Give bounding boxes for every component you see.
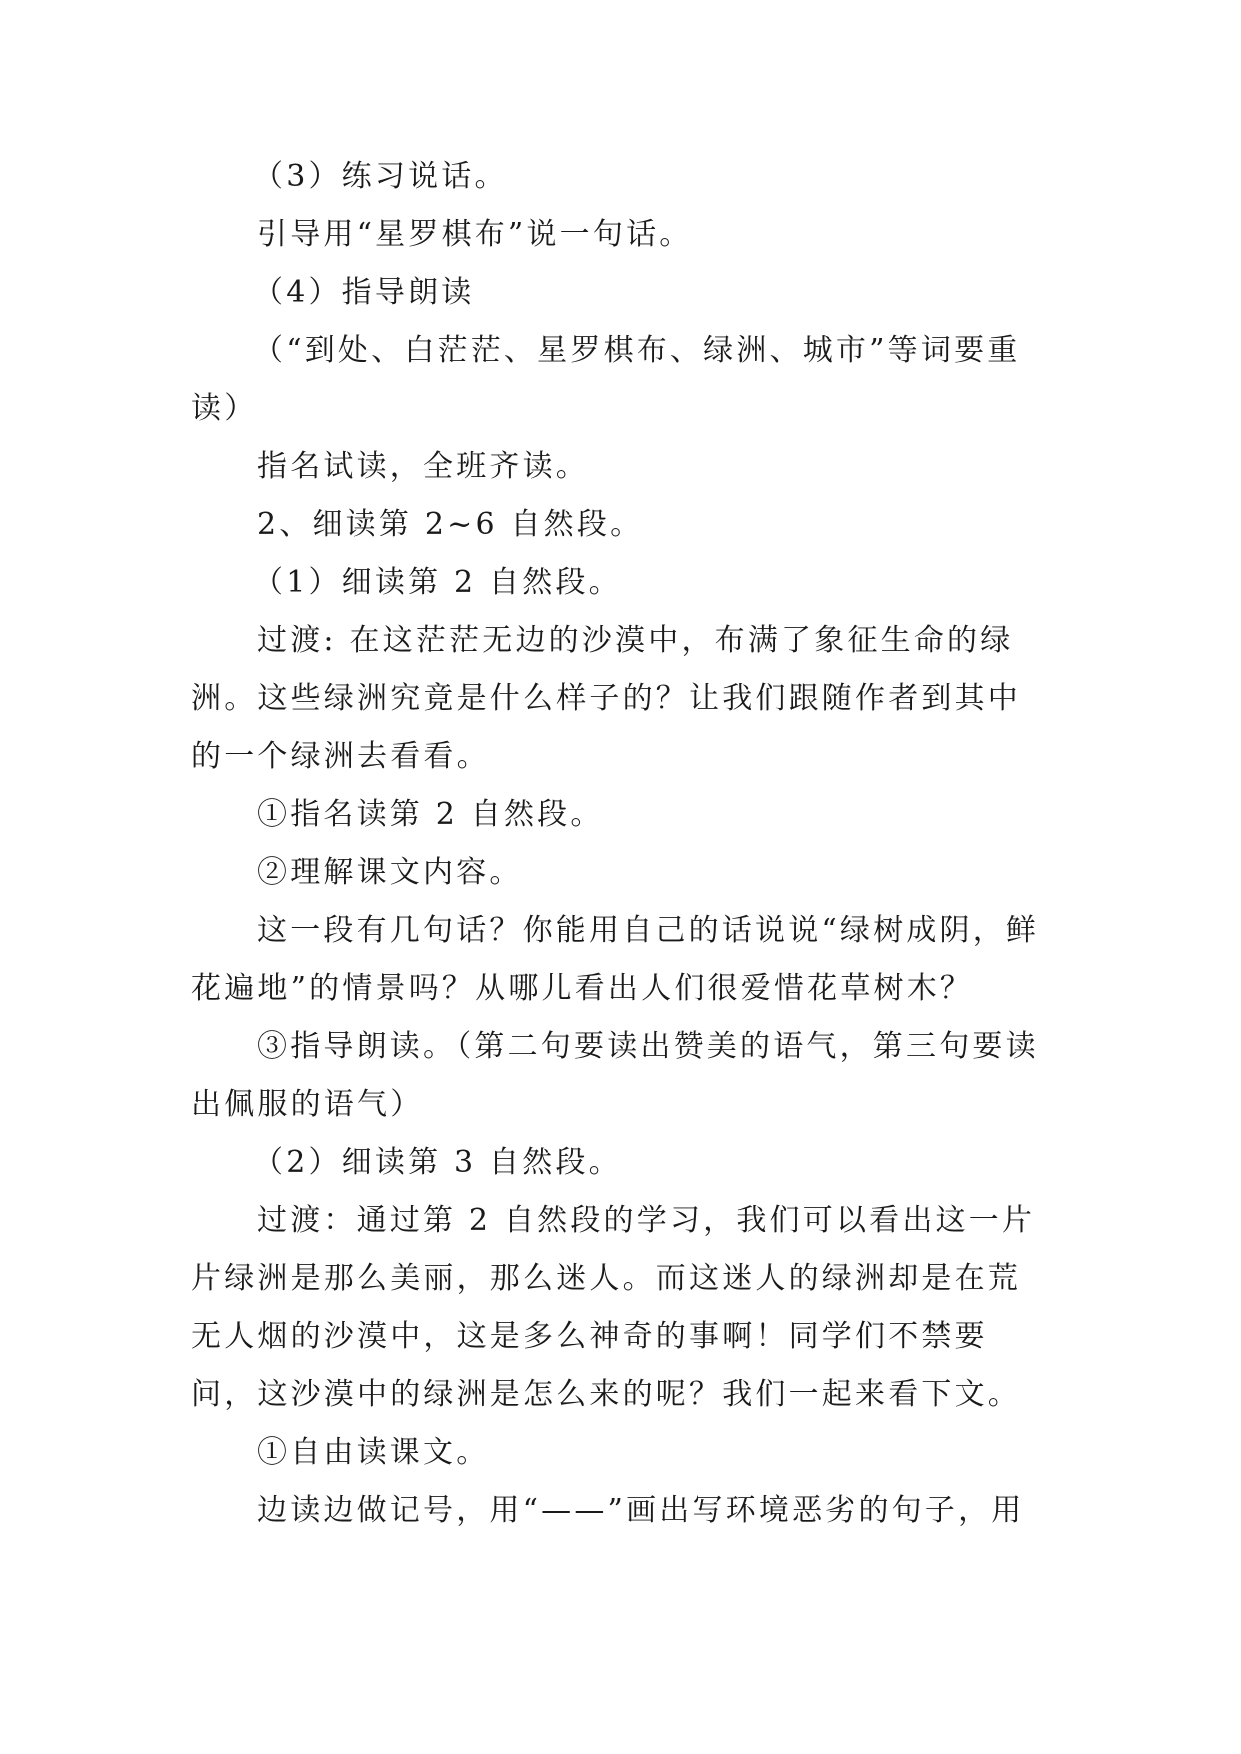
paragraph: 指名试读，全班齐读。	[257, 449, 589, 484]
paragraph: ①指名读第 2 自然段。	[257, 797, 604, 832]
paragraph: 引导用“星罗棋布”说一句话。	[257, 217, 693, 252]
paragraph: 边读边做记号，用“——”画出写环境恶劣的句子，用	[257, 1493, 1025, 1528]
paragraph: （“到处、白茫茫、星罗棋布、绿洲、城市”等词要重读）	[191, 333, 1021, 426]
paragraph: ①自由读课文。	[257, 1435, 490, 1470]
paragraph: ②理解课文内容。	[257, 855, 523, 890]
paragraph: （3）练习说话。	[253, 159, 508, 194]
paragraph: 2、细读第 2~6 自然段。	[257, 507, 644, 542]
paragraph: （4）指导朗读	[253, 275, 475, 310]
paragraph: （1）细读第 2 自然段。	[253, 565, 622, 600]
paragraph: 过渡: 在这茫茫无边的沙漠中，布满了象征生命的绿洲。这些绿洲究竟是什么样子的？让我们跟随作者到其中的一个绿洲去看看。	[191, 623, 1021, 774]
paragraph: 这一段有几句话？你能用自己的话说说“绿树成阴，鲜花遍地”的情景吗？从哪儿看出人们很爱惜花草树木？	[191, 913, 1040, 1006]
paragraph: （2）细读第 3 自然段。	[253, 1145, 622, 1180]
paragraph: 过渡：通过第 2 自然段的学习，我们可以看出这一片片绿洲是那么美丽，那么迷人。而这迷人的绿洲却是在荒无人烟的沙漠中，这是多么神奇的事啊！同学们不禁要问，这沙漠中的绿洲是怎么来的呢？我们一起来看下文。	[191, 1203, 1036, 1412]
paragraph: ③指导朗读。（第二句要读出赞美的语气，第三句要读出佩服的语气）	[191, 1029, 1039, 1122]
